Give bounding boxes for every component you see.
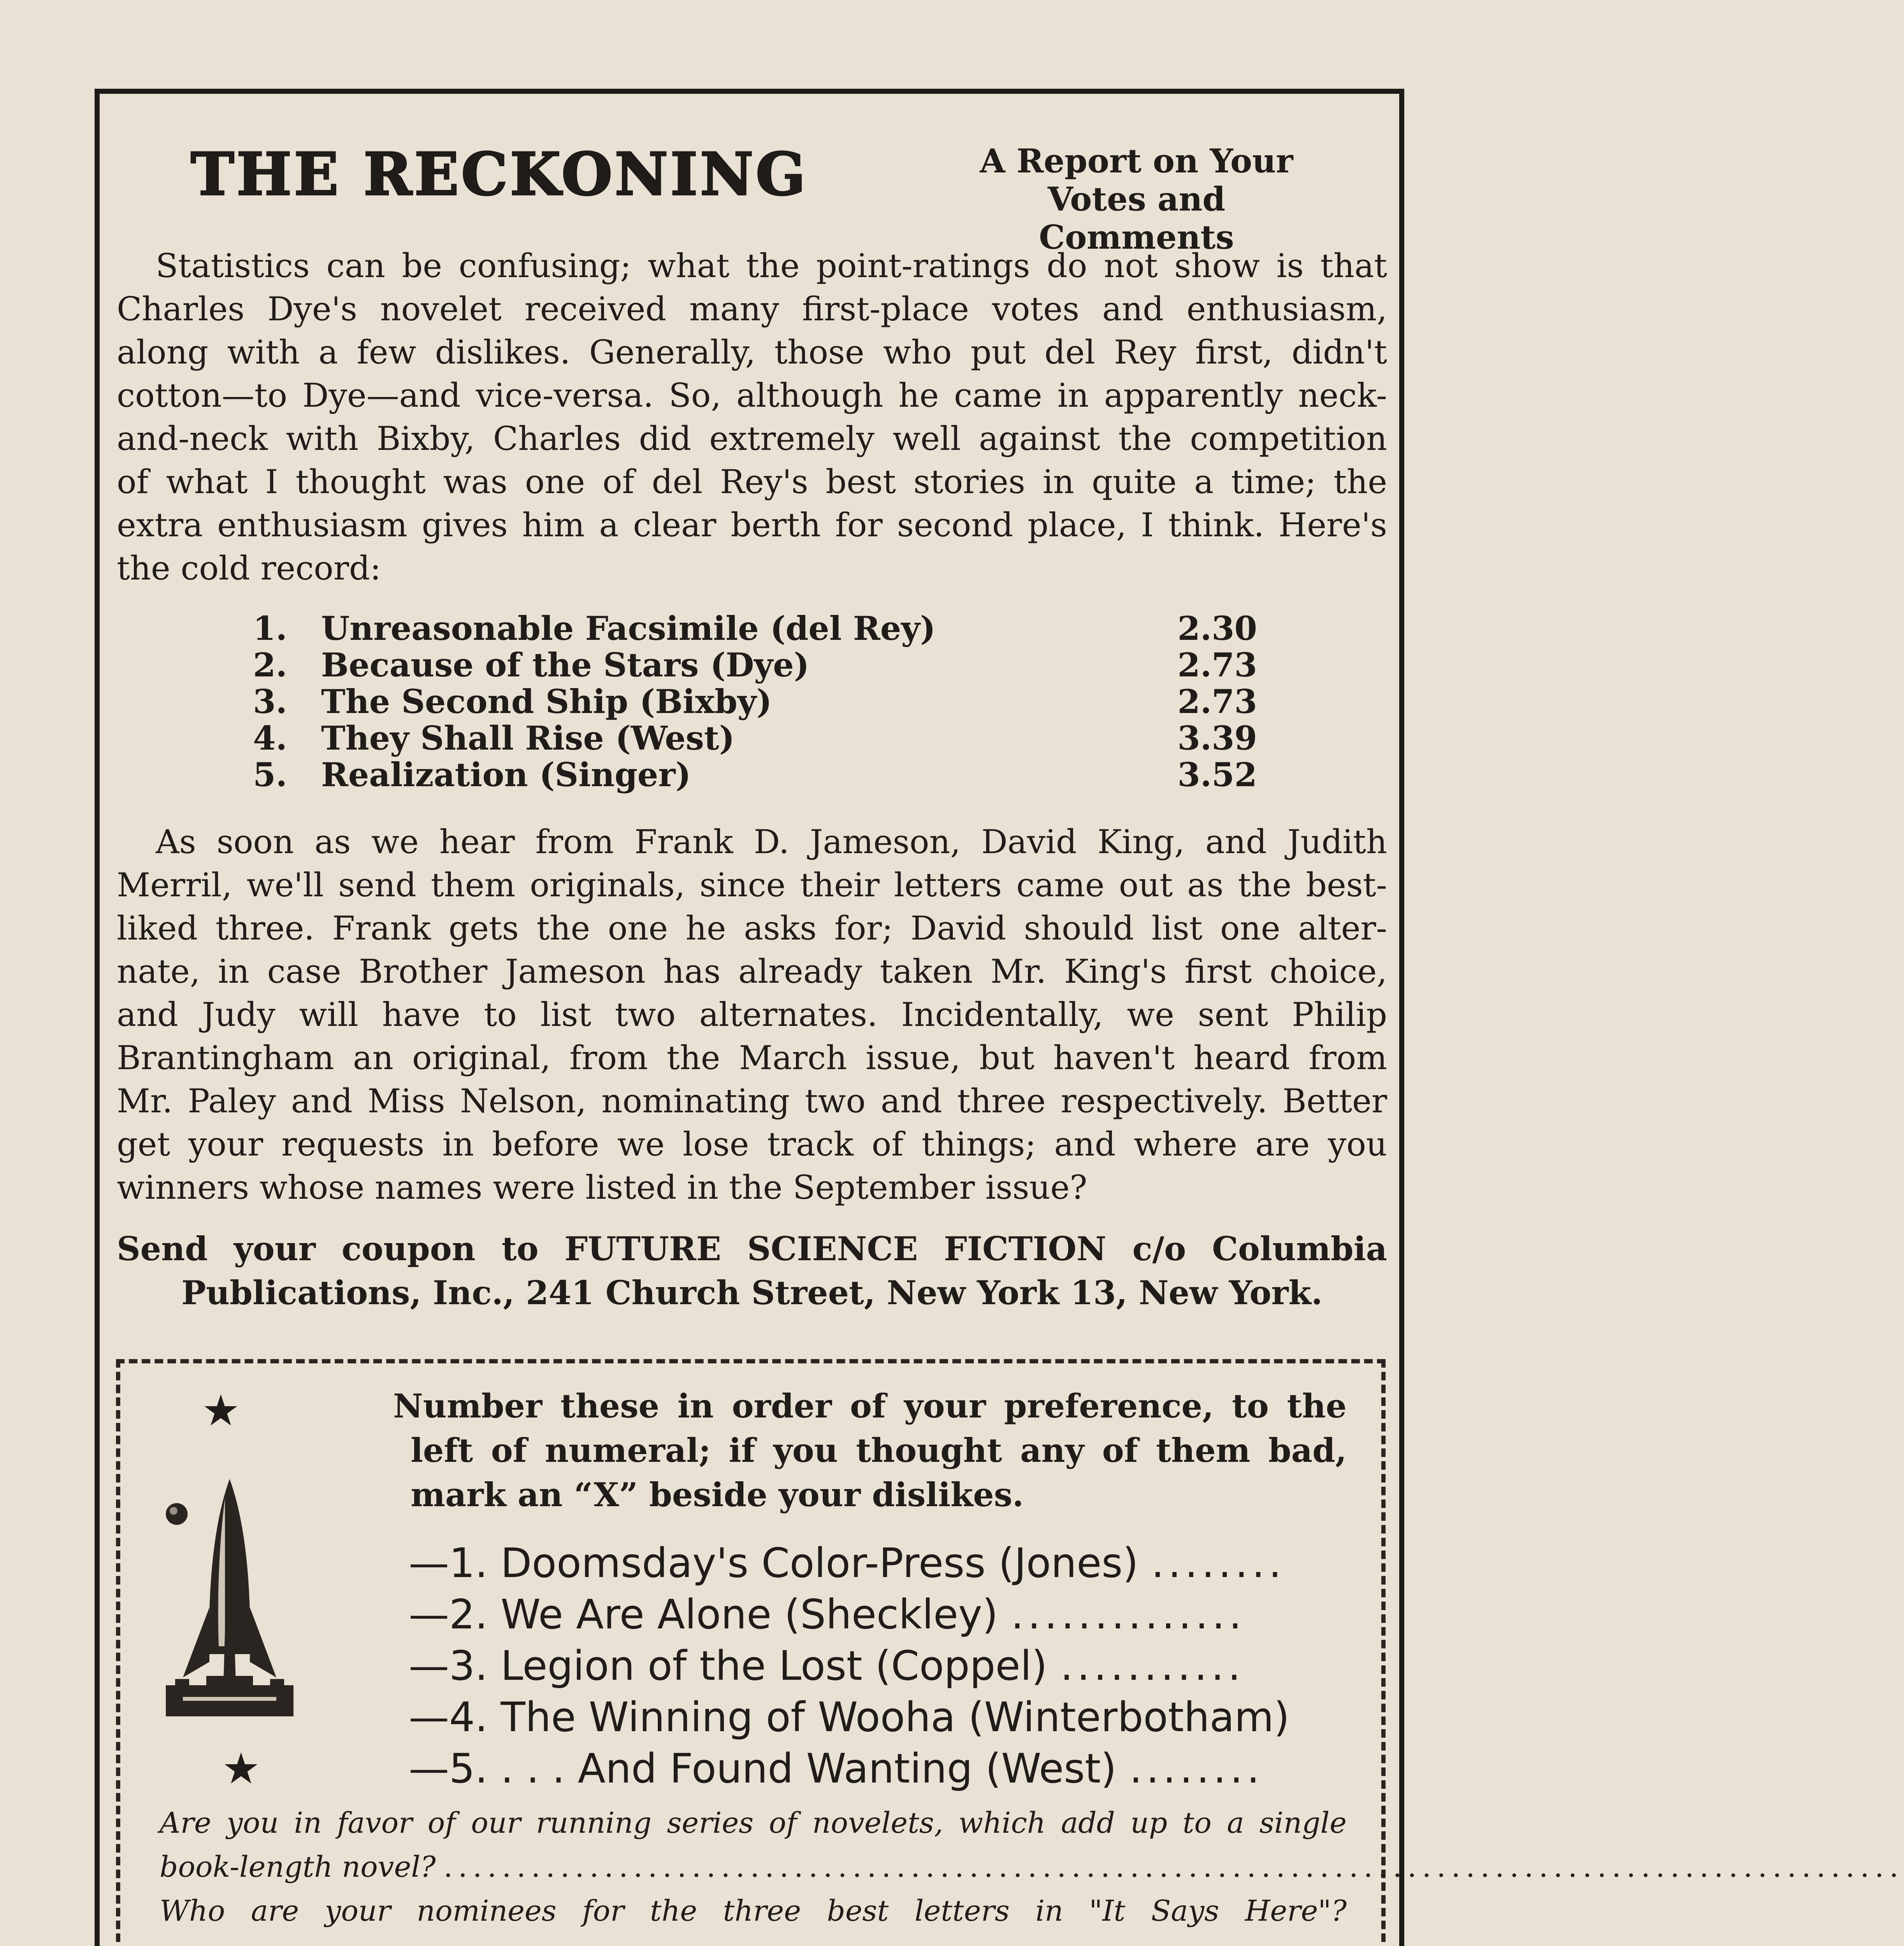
intro-line: the cold record:: [117, 549, 381, 587]
rank-number: 1.: [253, 609, 287, 648]
rank-number: 5.: [253, 755, 287, 794]
story-vote-item[interactable]: [409, 1743, 1347, 1794]
subtitle-line: Votes and Comments: [1039, 180, 1234, 256]
intro-paragraph: [117, 244, 1387, 590]
nominees-question: Who are your nominees for the three best letters in "It Says Here"?: [160, 1894, 1347, 1928]
letters-line: winners whose names were listed in the September issue?: [117, 1168, 1087, 1207]
intro-line: extra enthusiasm gives him a clear berth for second place, I think. Here's: [117, 506, 1387, 544]
answer-dots: ....................................................................................................: [443, 1850, 1904, 1884]
ranking-row: [253, 610, 1257, 647]
rank-number: 4.: [253, 719, 287, 757]
ranking-row: [253, 647, 1257, 683]
intro-line: Charles Dye's novelet received many first-place votes and enthusiasm,: [117, 290, 1387, 328]
story-dots: ........: [1129, 1745, 1264, 1792]
rocket-icon: [160, 1475, 300, 1740]
letters-line: nate, in case Brother Jameson has already taken Mr. King's first choice,: [117, 952, 1387, 991]
intro-line: cotton—to Dye—and vice-versa. So, although he came in apparently neck-: [117, 376, 1387, 414]
nominee-number: [160, 1942, 195, 1946]
rank-story-title: They Shall Rise (West): [321, 719, 735, 757]
ranking-row: [253, 683, 1257, 720]
star-icon: ★: [202, 1386, 240, 1435]
instruction-line: Number these in order of your preference, to the: [393, 1387, 1347, 1425]
rank-score: 3.52: [1177, 755, 1257, 794]
instruction-line: left of numeral; if you thought any of them bad,: [411, 1431, 1347, 1470]
rank-score: 2.73: [1177, 682, 1257, 721]
moon-icon: [166, 1503, 188, 1525]
ranking-row: [253, 757, 1257, 793]
series-answer-line[interactable]: [160, 1846, 1904, 1888]
story-label: —5. . . . And Found Wanting (West): [409, 1745, 1117, 1792]
letters-line: liked three. Frank gets the one he asks for; David should list one alter-: [117, 909, 1387, 947]
answer-dots: [195, 1942, 1655, 1946]
rank-number: 2.: [253, 646, 287, 684]
story-label: —4. The Winning of Wooha (Winterbotham): [409, 1693, 1290, 1741]
rank-score: 2.73: [1177, 646, 1257, 684]
rank-story-title: Unreasonable Facsimile (del Rey): [321, 609, 936, 648]
story-dots: ........: [1151, 1539, 1286, 1587]
rank-score: 3.39: [1177, 719, 1257, 757]
coupon-story-list: [409, 1537, 1347, 1794]
ranking-list: [253, 610, 1257, 793]
send-line: Publications, Inc., 241 Church Street, New York 13, New York.: [181, 1273, 1323, 1312]
rank-story-title: Realization (Singer): [321, 755, 691, 794]
subtitle-line: A Report on Your: [980, 142, 1293, 180]
intro-line: of what I thought was one of del Rey's best stories in quite a time; the: [117, 463, 1387, 501]
story-vote-item[interactable]: [409, 1691, 1347, 1743]
ranking-row: [253, 720, 1257, 757]
intro-line: and-neck with Bixby, Charles did extremely well against the competition: [117, 420, 1387, 458]
story-vote-item[interactable]: [409, 1537, 1347, 1589]
letters-line: get your requests in before we lose track of things; and where are you: [117, 1125, 1387, 1163]
story-label: —1. Doomsday's Color-Press (Jones): [409, 1539, 1138, 1587]
story-label: —2. We Are Alone (Sheckley): [409, 1591, 998, 1638]
letters-line: Merril, we'll send them originals, since their letters came out as the best-: [117, 866, 1387, 904]
intro-line: Statistics can be confusing; what the point-ratings do not show is that: [156, 247, 1387, 285]
story-dots: ...........: [1060, 1642, 1245, 1690]
letters-paragraph: [117, 820, 1387, 1209]
letters-line: Brantingham an original, from the March issue, but haven't heard from: [117, 1039, 1387, 1077]
story-dots: ..............: [1011, 1591, 1246, 1638]
story-vote-item[interactable]: [409, 1589, 1347, 1640]
letters-line: As soon as we hear from Frank D. Jameson, David King, and Judith: [156, 823, 1387, 861]
coupon-instructions: [393, 1384, 1347, 1517]
rank-number: 3.: [253, 682, 287, 721]
coupon-questions: [160, 1800, 1904, 1934]
nominee-blanks: [160, 1942, 1347, 1946]
series-question-end: book-length novel?: [160, 1850, 436, 1884]
rank-story-title: The Second Ship (Bixby): [321, 682, 772, 721]
story-label: —3. Legion of the Lost (Coppel): [409, 1642, 1047, 1690]
story-vote-item[interactable]: [409, 1640, 1347, 1691]
letters-line: Mr. Paley and Miss Nelson, nominating two and three respectively. Better: [117, 1082, 1387, 1120]
nominee-line-1[interactable]: [160, 1942, 1347, 1946]
intro-line: along with a few dislikes. Generally, those who put del Rey first, didn't: [117, 333, 1387, 371]
letters-line: and Judy will have to list two alternates. Incidentally, we sent Philip: [117, 996, 1387, 1034]
star-icon: ★: [222, 1744, 260, 1793]
series-question: Are you in favor of our running series of novelets, which add up to a single: [160, 1806, 1347, 1840]
rank-score: 2.30: [1177, 609, 1257, 648]
send-coupon-notice: [117, 1227, 1387, 1315]
page-title: THE RECKONING: [191, 140, 808, 209]
page-subtitle: [950, 142, 1323, 256]
rank-story-title: Because of the Stars (Dye): [321, 646, 810, 684]
send-line: Send your coupon to FUTURE SCIENCE FICTION c/o Columbia: [117, 1229, 1387, 1268]
instruction-line: mark an “X” beside your dislikes.: [411, 1475, 1024, 1514]
